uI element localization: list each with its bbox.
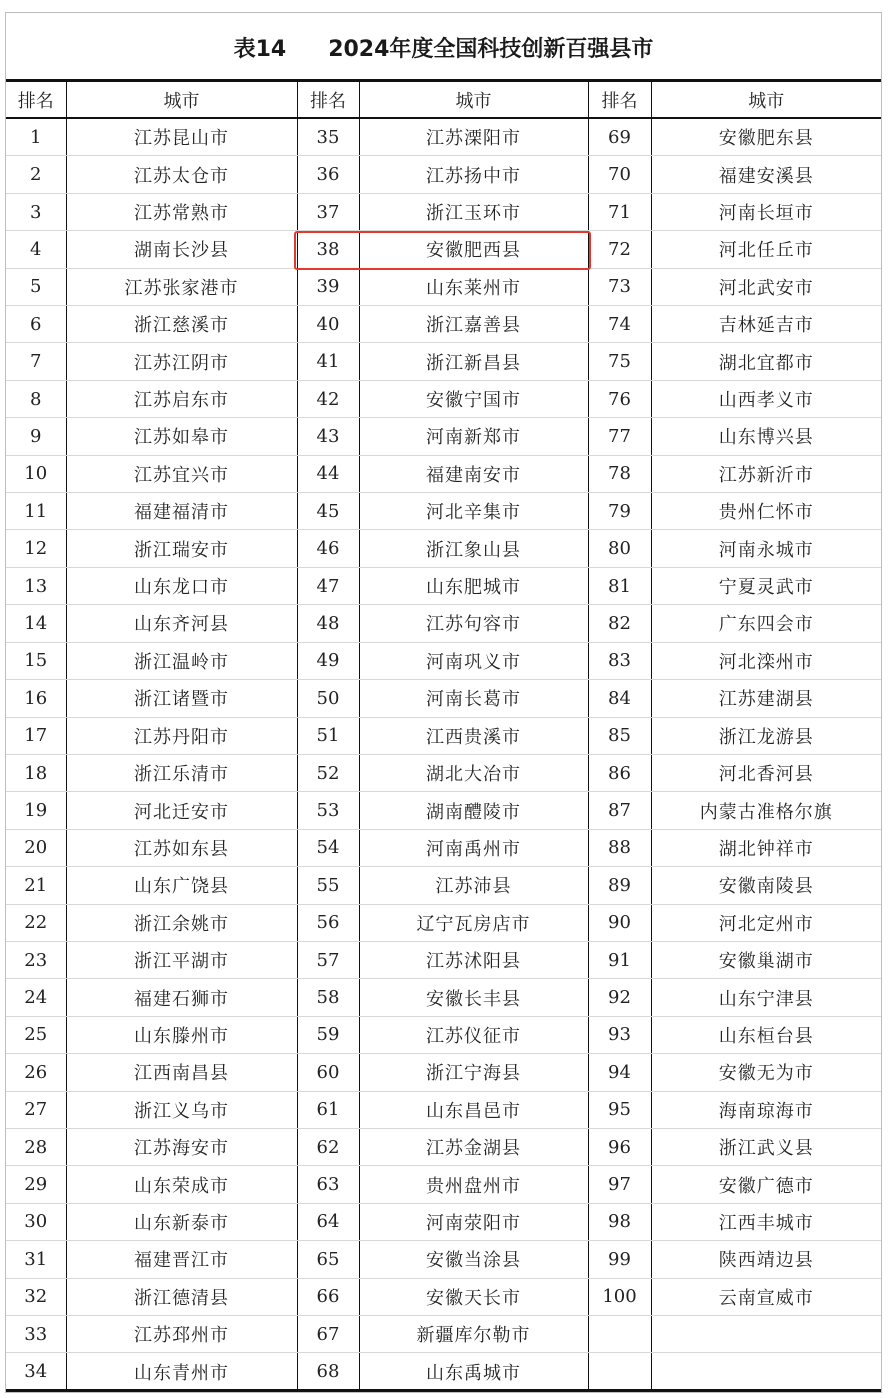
rank-cell: 66	[297, 1278, 359, 1315]
rank-cell: 12	[6, 530, 66, 567]
city-cell: 安徽宁国市	[359, 380, 588, 417]
rank-header: 排名	[297, 82, 359, 118]
rank-cell: 68	[297, 1353, 359, 1390]
city-cell: 福建南安市	[359, 455, 588, 492]
table-row	[6, 1353, 881, 1390]
city-cell: 安徽肥东县	[651, 118, 881, 156]
city-cell: 浙江诸暨市	[66, 680, 297, 717]
city-cell: 江苏建湖县	[651, 680, 881, 717]
city-cell: 海南琼海市	[651, 1091, 881, 1128]
city-cell: 河南荥阳市	[359, 1203, 588, 1240]
rank-cell: 98	[588, 1203, 651, 1240]
city-cell: 浙江新昌县	[359, 343, 588, 380]
table-row	[6, 268, 881, 305]
rank-cell: 13	[6, 567, 66, 604]
rank-cell: 88	[588, 829, 651, 866]
table-row	[6, 1054, 881, 1091]
city-cell: 安徽无为市	[651, 1054, 881, 1091]
rank-cell: 5	[6, 268, 66, 305]
city-cell: 山东青州市	[66, 1353, 297, 1390]
rank-cell: 59	[297, 1016, 359, 1053]
rank-cell: 3	[6, 193, 66, 230]
rank-cell: 90	[588, 904, 651, 941]
city-cell: 安徽广德市	[651, 1166, 881, 1203]
rank-cell: 78	[588, 455, 651, 492]
rank-header: 排名	[6, 82, 66, 118]
rank-cell: 44	[297, 455, 359, 492]
table-row	[6, 941, 881, 978]
city-cell: 安徽巢湖市	[651, 941, 881, 978]
rank-cell: 40	[297, 306, 359, 343]
rank-cell: 31	[6, 1241, 66, 1278]
rank-cell: 100	[588, 1278, 651, 1315]
table-row	[6, 904, 881, 941]
table-row	[6, 493, 881, 530]
city-cell: 山东齐河县	[66, 605, 297, 642]
city-cell: 江苏江阴市	[66, 343, 297, 380]
city-cell: 安徽南陵县	[651, 867, 881, 904]
rank-cell: 49	[297, 642, 359, 679]
city-cell: 内蒙古准格尔旗	[651, 792, 881, 829]
city-cell: 福建晋江市	[66, 1241, 297, 1278]
rank-cell: 70	[588, 156, 651, 193]
city-cell: 江苏常熟市	[66, 193, 297, 230]
rank-cell: 29	[6, 1166, 66, 1203]
rank-cell: 50	[297, 680, 359, 717]
rank-cell: 69	[588, 118, 651, 156]
city-cell: 河南禹州市	[359, 829, 588, 866]
rank-cell: 85	[588, 717, 651, 754]
rank-cell: 97	[588, 1166, 651, 1203]
rank-cell: 23	[6, 941, 66, 978]
rank-cell: 28	[6, 1128, 66, 1165]
city-cell: 福建安溪县	[651, 156, 881, 193]
city-cell: 贵州盘州市	[359, 1166, 588, 1203]
city-cell: 浙江平湖市	[66, 941, 297, 978]
table-row	[6, 1016, 881, 1053]
rank-cell: 7	[6, 343, 66, 380]
city-cell	[651, 1353, 881, 1390]
city-cell: 江西南昌县	[66, 1054, 297, 1091]
table-title-text: 2024年度全国科技创新百强县市	[328, 36, 654, 62]
table-row	[6, 1128, 881, 1165]
city-cell: 江苏沛县	[359, 867, 588, 904]
table-row	[6, 680, 881, 717]
city-cell: 河北武安市	[651, 268, 881, 305]
city-cell: 江苏如皋市	[66, 418, 297, 455]
city-cell: 山东昌邑市	[359, 1091, 588, 1128]
rank-cell: 83	[588, 642, 651, 679]
rank-cell: 71	[588, 193, 651, 230]
rank-cell: 15	[6, 642, 66, 679]
table-row	[6, 118, 881, 156]
city-cell: 江西丰城市	[651, 1203, 881, 1240]
city-cell: 辽宁瓦房店市	[359, 904, 588, 941]
city-cell: 浙江宁海县	[359, 1054, 588, 1091]
city-cell: 江苏海安市	[66, 1128, 297, 1165]
rank-cell: 75	[588, 343, 651, 380]
rank-cell: 56	[297, 904, 359, 941]
city-cell: 安徽当涂县	[359, 1241, 588, 1278]
city-cell: 河南长垣市	[651, 193, 881, 230]
table-row	[6, 979, 881, 1016]
rank-cell: 47	[297, 567, 359, 604]
city-cell: 吉林延吉市	[651, 306, 881, 343]
table-row	[6, 380, 881, 417]
city-cell: 山东禹城市	[359, 1353, 588, 1390]
city-cell: 浙江义乌市	[66, 1091, 297, 1128]
city-cell: 山东莱州市	[359, 268, 588, 305]
city-cell: 浙江慈溪市	[66, 306, 297, 343]
table-row	[6, 867, 881, 904]
rank-cell: 55	[297, 867, 359, 904]
rank-cell: 48	[297, 605, 359, 642]
rank-cell: 80	[588, 530, 651, 567]
city-cell: 河北香河县	[651, 754, 881, 791]
rank-cell: 93	[588, 1016, 651, 1053]
city-cell: 云南宣威市	[651, 1278, 881, 1315]
city-cell: 江苏新沂市	[651, 455, 881, 492]
rank-cell: 57	[297, 941, 359, 978]
table-title	[6, 13, 881, 81]
table-row	[6, 1278, 881, 1315]
rank-cell: 81	[588, 567, 651, 604]
rank-cell: 26	[6, 1054, 66, 1091]
rank-cell: 20	[6, 829, 66, 866]
table-row	[6, 642, 881, 679]
rank-cell: 74	[588, 306, 651, 343]
rank-cell: 46	[297, 530, 359, 567]
rank-cell: 39	[297, 268, 359, 305]
city-cell: 浙江象山县	[359, 530, 588, 567]
rank-cell: 73	[588, 268, 651, 305]
table-row	[6, 754, 881, 791]
city-cell: 浙江乐清市	[66, 754, 297, 791]
city-cell: 湖南醴陵市	[359, 792, 588, 829]
rank-cell: 72	[588, 231, 651, 268]
city-cell: 安徽天长市	[359, 1278, 588, 1315]
rank-header: 排名	[588, 82, 651, 118]
rank-cell: 99	[588, 1241, 651, 1278]
city-cell: 浙江嘉善县	[359, 306, 588, 343]
city-cell: 安徽长丰县	[359, 979, 588, 1016]
city-cell: 浙江德清县	[66, 1278, 297, 1315]
city-cell: 福建石狮市	[66, 979, 297, 1016]
rank-cell: 30	[6, 1203, 66, 1240]
rank-cell: 38	[297, 231, 359, 268]
rank-cell: 18	[6, 754, 66, 791]
rank-cell: 9	[6, 418, 66, 455]
city-cell: 江苏丹阳市	[66, 717, 297, 754]
city-cell: 江苏金湖县	[359, 1128, 588, 1165]
rank-cell: 36	[297, 156, 359, 193]
rank-cell: 2	[6, 156, 66, 193]
city-cell: 江苏启东市	[66, 380, 297, 417]
city-cell: 山西孝义市	[651, 380, 881, 417]
city-cell: 湖北钟祥市	[651, 829, 881, 866]
table-row	[6, 156, 881, 193]
rank-cell: 82	[588, 605, 651, 642]
city-header: 城市	[66, 82, 297, 118]
city-cell: 江苏张家港市	[66, 268, 297, 305]
table-row	[6, 306, 881, 343]
table-row	[6, 1091, 881, 1128]
rank-cell: 95	[588, 1091, 651, 1128]
city-cell: 浙江瑞安市	[66, 530, 297, 567]
city-cell: 河北迁安市	[66, 792, 297, 829]
rank-cell: 76	[588, 380, 651, 417]
rank-cell: 94	[588, 1054, 651, 1091]
rank-cell: 91	[588, 941, 651, 978]
city-cell: 江苏仪征市	[359, 1016, 588, 1053]
table-number: 表14	[233, 36, 287, 62]
rank-cell: 52	[297, 754, 359, 791]
rank-cell: 6	[6, 306, 66, 343]
city-cell: 湖北大冶市	[359, 754, 588, 791]
rank-cell: 89	[588, 867, 651, 904]
city-cell: 江苏溧阳市	[359, 118, 588, 156]
city-cell: 江苏宜兴市	[66, 455, 297, 492]
table-row	[6, 1166, 881, 1203]
city-cell: 江苏邳州市	[66, 1316, 297, 1353]
city-cell: 江苏扬中市	[359, 156, 588, 193]
rank-cell: 16	[6, 680, 66, 717]
ranking-sheet	[5, 12, 882, 1393]
city-cell: 贵州仁怀市	[651, 493, 881, 530]
rank-cell: 53	[297, 792, 359, 829]
city-cell: 浙江武义县	[651, 1128, 881, 1165]
table-row	[6, 418, 881, 455]
rank-cell: 60	[297, 1054, 359, 1091]
rank-cell: 62	[297, 1128, 359, 1165]
table-row	[6, 567, 881, 604]
rank-cell: 25	[6, 1016, 66, 1053]
rank-cell: 67	[297, 1316, 359, 1353]
rank-cell: 1	[6, 118, 66, 156]
city-cell: 福建福清市	[66, 493, 297, 530]
rank-cell: 86	[588, 754, 651, 791]
rank-cell: 43	[297, 418, 359, 455]
rank-cell: 87	[588, 792, 651, 829]
rank-cell: 84	[588, 680, 651, 717]
city-cell: 河南长葛市	[359, 680, 588, 717]
rank-cell: 45	[297, 493, 359, 530]
city-cell: 江苏句容市	[359, 605, 588, 642]
rank-cell	[588, 1316, 651, 1353]
city-cell: 浙江龙游县	[651, 717, 881, 754]
city-cell: 浙江玉环市	[359, 193, 588, 230]
city-cell: 河南永城市	[651, 530, 881, 567]
rank-cell	[588, 1353, 651, 1390]
city-cell: 江苏如东县	[66, 829, 297, 866]
rank-cell: 21	[6, 867, 66, 904]
city-cell: 河北任丘市	[651, 231, 881, 268]
table-row	[6, 231, 881, 268]
city-cell: 浙江余姚市	[66, 904, 297, 941]
city-cell: 河南巩义市	[359, 642, 588, 679]
city-cell: 山东龙口市	[66, 567, 297, 604]
city-cell: 湖南长沙县	[66, 231, 297, 268]
rank-cell: 32	[6, 1278, 66, 1315]
rank-cell: 24	[6, 979, 66, 1016]
ranking-body	[6, 118, 881, 1390]
city-cell: 河北辛集市	[359, 493, 588, 530]
rank-cell: 61	[297, 1091, 359, 1128]
city-cell: 山东荣成市	[66, 1166, 297, 1203]
rank-cell: 51	[297, 717, 359, 754]
city-cell: 宁夏灵武市	[651, 567, 881, 604]
table-row	[6, 605, 881, 642]
rank-cell: 64	[297, 1203, 359, 1240]
rank-cell: 8	[6, 380, 66, 417]
city-cell: 山东桓台县	[651, 1016, 881, 1053]
rank-cell: 22	[6, 904, 66, 941]
city-cell: 山东肥城市	[359, 567, 588, 604]
rank-cell: 17	[6, 717, 66, 754]
table-row	[6, 343, 881, 380]
rank-cell: 10	[6, 455, 66, 492]
rank-cell: 54	[297, 829, 359, 866]
table-row	[6, 1203, 881, 1240]
table-row	[6, 193, 881, 230]
ranking-table	[6, 82, 881, 1390]
city-cell: 山东新泰市	[66, 1203, 297, 1240]
city-cell: 江苏太仓市	[66, 156, 297, 193]
rank-cell: 41	[297, 343, 359, 380]
rank-cell: 79	[588, 493, 651, 530]
city-cell: 江苏昆山市	[66, 118, 297, 156]
city-cell: 广东四会市	[651, 605, 881, 642]
rank-cell: 14	[6, 605, 66, 642]
rank-cell: 4	[6, 231, 66, 268]
table-row	[6, 530, 881, 567]
rank-cell: 96	[588, 1128, 651, 1165]
city-cell: 浙江温岭市	[66, 642, 297, 679]
rank-cell: 35	[297, 118, 359, 156]
rank-cell: 77	[588, 418, 651, 455]
city-cell: 湖北宜都市	[651, 343, 881, 380]
rank-cell: 27	[6, 1091, 66, 1128]
rank-cell: 58	[297, 979, 359, 1016]
city-cell: 山东广饶县	[66, 867, 297, 904]
header-row	[6, 82, 881, 118]
bottom-rule	[6, 1389, 881, 1392]
city-cell: 山东滕州市	[66, 1016, 297, 1053]
city-cell: 江西贵溪市	[359, 717, 588, 754]
city-cell: 新疆库尔勒市	[359, 1316, 588, 1353]
rank-cell: 65	[297, 1241, 359, 1278]
city-cell: 河南新郑市	[359, 418, 588, 455]
rank-cell: 19	[6, 792, 66, 829]
rank-cell: 37	[297, 193, 359, 230]
rank-cell: 33	[6, 1316, 66, 1353]
city-header: 城市	[359, 82, 588, 118]
city-cell: 山东博兴县	[651, 418, 881, 455]
table-row	[6, 829, 881, 866]
city-cell: 河北定州市	[651, 904, 881, 941]
rank-cell: 34	[24, 1361, 48, 1383]
city-cell: 安徽肥西县	[359, 231, 588, 268]
table-row	[6, 455, 881, 492]
city-header: 城市	[651, 82, 881, 118]
table-row	[6, 1316, 881, 1353]
city-cell	[651, 1316, 881, 1353]
city-cell: 江苏沭阳县	[359, 941, 588, 978]
city-cell: 山东宁津县	[651, 979, 881, 1016]
rank-cell: 42	[297, 380, 359, 417]
table-row	[6, 792, 881, 829]
city-cell: 陕西靖边县	[651, 1241, 881, 1278]
rank-cell: 63	[297, 1166, 359, 1203]
rank-cell: 11	[6, 493, 66, 530]
table-row	[6, 1241, 881, 1278]
city-cell: 河北滦州市	[651, 642, 881, 679]
rank-cell: 92	[588, 979, 651, 1016]
table-row	[6, 717, 881, 754]
